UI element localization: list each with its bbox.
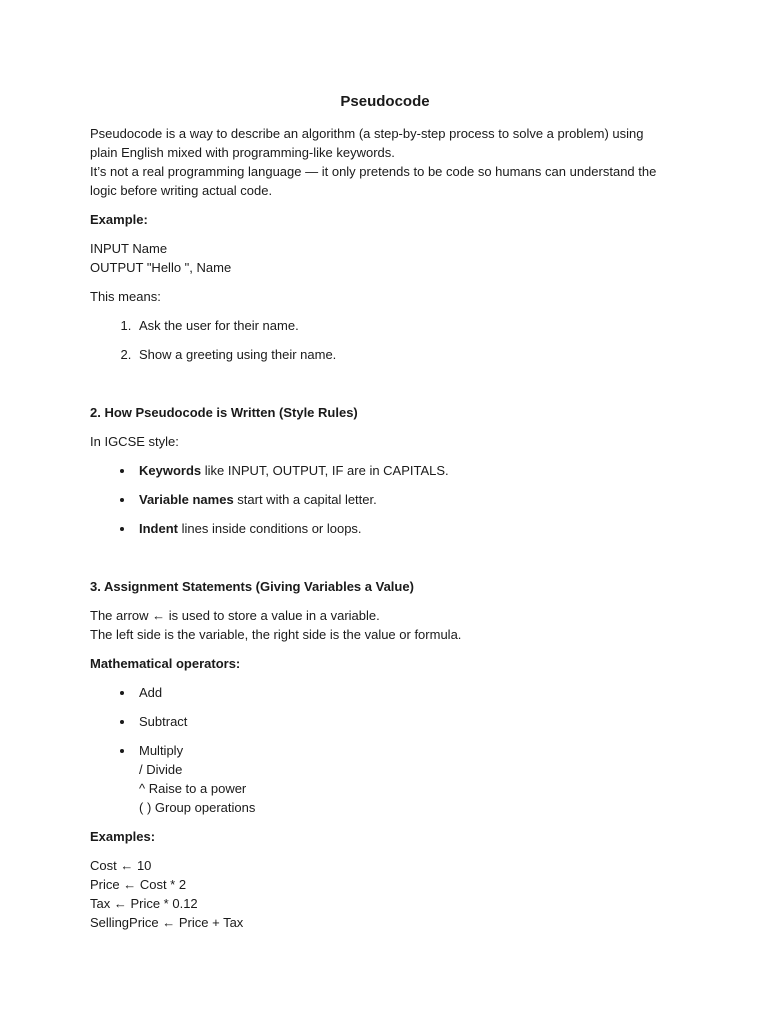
code-line: Cost ← 10 [90,858,152,873]
document-page [90,92,680,942]
rule-text: lines inside conditions or loops. [178,521,362,536]
intro-line: plain English mixed with programming-like keywords. [90,145,395,160]
this-means-text: This means: [90,289,161,304]
assignment-line: The arrow ← is used to store a value in a variable. [90,608,380,623]
operator-line: / Divide [139,762,183,777]
code-line: Tax ← Price * 0.12 [90,896,198,911]
example-steps-list [90,316,680,364]
code-line: OUTPUT "Hello ", Name [90,260,232,275]
section-spacer [90,548,680,577]
code-line: INPUT Name [90,241,168,256]
list-item: • Add [135,683,680,702]
intro-line: logic before writing actual code. [90,183,273,198]
section2-intro: In IGCSE style: [90,434,179,449]
rule-text: start with a capital letter. [233,492,377,507]
intro-paragraph [90,124,680,200]
intro-line: Pseudocode is a way to describe an algorithm (a step-by-step process to solve a problem) using [90,126,644,141]
section3-heading: 3. Assignment Statements (Giving Variables a Value) [90,579,414,594]
style-rules-list [90,461,680,538]
assignment-paragraph [90,606,680,644]
rule-keyword: Variable names [139,492,234,507]
assignment-line: The left side is the variable, the right side is the value or formula. [90,627,462,642]
operator-line: ^ Raise to a power [139,781,247,796]
section-spacer [90,374,680,403]
intro-line: It’s not a real programming language — it only pretends to be code so humans can understand the [90,164,657,179]
operators-list [90,683,680,817]
operator-line: ( ) Group operations [139,800,256,815]
rule-keyword: Indent [139,521,178,536]
list-item [135,490,680,509]
example-code [90,239,680,277]
list-item: 2. Show a greeting using their name. [135,345,680,364]
list-item [135,519,680,538]
list-item: 1. Ask the user for their name. [135,316,680,335]
rule-keyword: Keywords [139,463,202,478]
section2-heading: 2. How Pseudocode is Written (Style Rules) [90,405,358,420]
example-heading: Example: [90,212,148,227]
code-line: SellingPrice ← Price + Tax [90,915,244,930]
rule-text: like INPUT, OUTPUT, IF are in CAPITALS. [201,463,449,478]
page-title: Pseudocode [340,93,430,110]
list-item [135,741,680,817]
list-item: • Subtract [135,712,680,731]
list-item [135,461,680,480]
code-line: Price ← Cost * 2 [90,877,187,892]
examples-heading: Examples: [90,829,156,844]
operators-heading: Mathematical operators: [90,656,241,671]
examples-code [90,856,680,932]
operator-line: • Multiply [139,743,184,758]
